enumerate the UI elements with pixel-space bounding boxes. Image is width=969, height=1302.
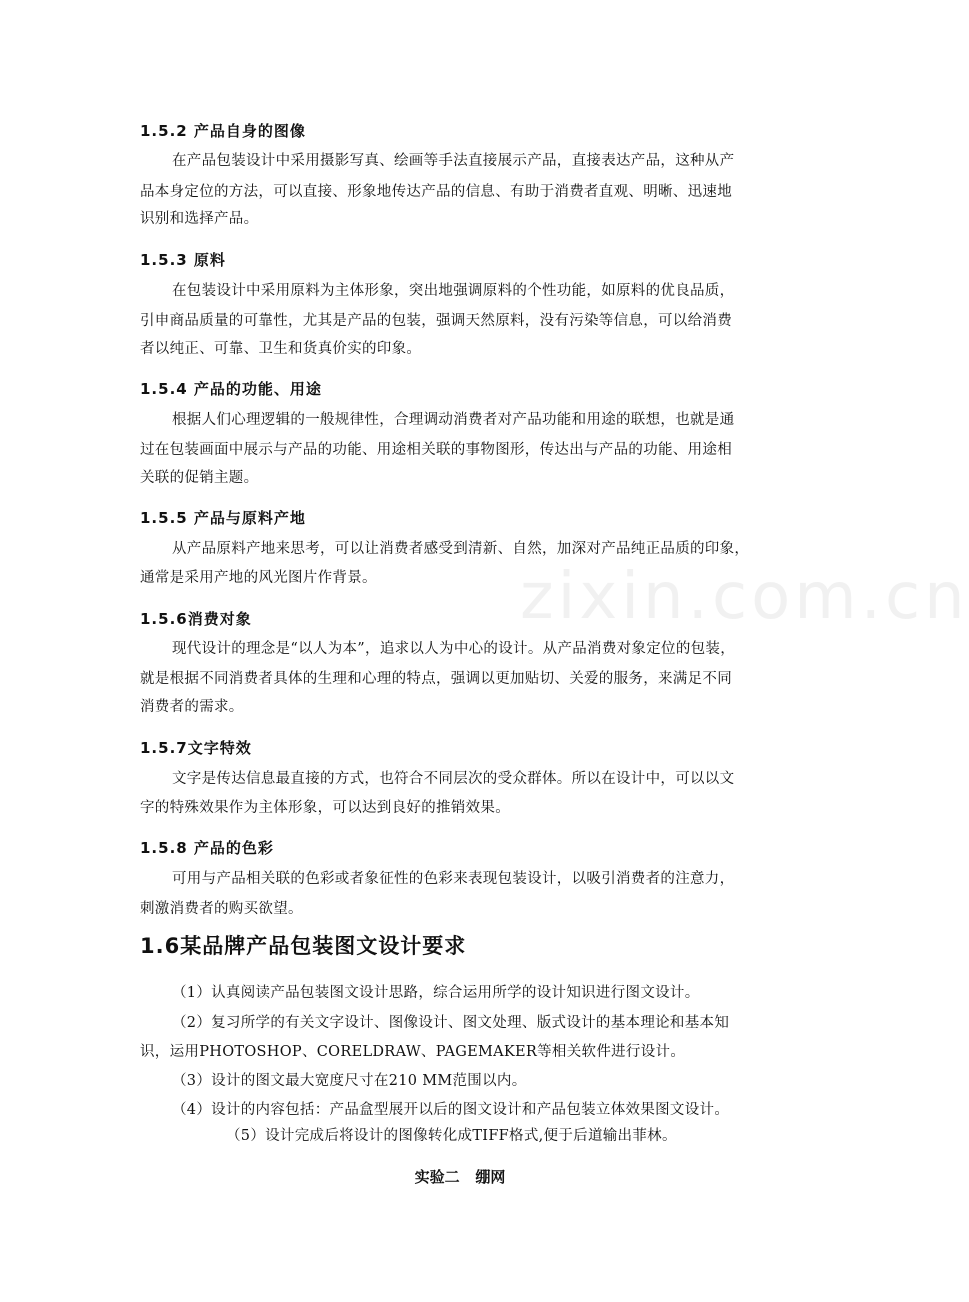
watermark: zixin.com.cn	[520, 560, 969, 634]
requirement-item: （3）设计的图文最大宽度尺寸在210 MM范围以内。	[172, 1073, 527, 1089]
paragraph-line: 品本身定位的方法，可以直接、形象地传达产品的信息、有助于消费者直观、明晰、迅速地	[140, 184, 732, 200]
section-heading: 1.5.7文字特效	[140, 739, 252, 757]
paragraph-line: 关联的促销主题。	[140, 470, 259, 486]
paragraph-line: 通常是采用产地的风光图片作背景。	[140, 570, 377, 586]
paragraph-line: 过在包装画面中展示与产品的功能、用途相关联的事物图形，传达出与产品的功能、用途相	[140, 442, 732, 458]
section-heading: 1.5.8 产品的色彩	[140, 839, 274, 857]
paragraph-line: 在产品包装设计中采用摄影写真、绘画等手法直接展示产品，直接表达产品，这种从产	[172, 153, 735, 169]
section-heading: 1.5.5 产品与原料产地	[140, 509, 306, 527]
section-heading: 1.5.2 产品自身的图像	[140, 122, 306, 140]
requirement-item: （4）设计的内容包括：产品盒型展开以后的图文设计和产品包装立体效果图文设计。	[172, 1102, 730, 1118]
paragraph-line: 可用与产品相关联的色彩或者象征性的色彩来表现包装设计，以吸引消费者的注意力，	[172, 871, 735, 887]
paragraph-line: 消费者的需求。	[140, 699, 244, 715]
paragraph-line: 刺激消费者的购买欲望。	[140, 901, 303, 917]
paragraph-line: 在包装设计中采用原料为主体形象，突出地强调原料的个性功能，如原料的优良品质，	[172, 283, 735, 299]
paragraph-line: 文字是传达信息最直接的方式，也符合不同层次的受众群体。所以在设计中，可以以文	[172, 771, 735, 787]
chapter-heading: 1.6某品牌产品包装图文设计要求	[140, 934, 467, 958]
paragraph-line: 识别和选择产品。	[140, 211, 259, 227]
requirement-item: （1）认真阅读产品包装图文设计思路，综合运用所学的设计知识进行图文设计。	[172, 985, 700, 1001]
requirement-item: （5）设计完成后将设计的图像转化成TIFF格式,便于后道输出菲林。	[226, 1128, 677, 1144]
section-heading: 1.5.6消费对象	[140, 610, 252, 628]
paragraph-line: 引申商品质量的可靠性，尤其是产品的包装，强调天然原料，没有污染等信息，可以给消费	[140, 313, 732, 329]
paragraph-line: 从产品原料产地来思考，可以让消费者感受到清新、自然，加深对产品纯正品质的印象，	[172, 541, 750, 557]
paragraph-line: 者以纯正、可靠、卫生和货真价实的印象。	[140, 341, 422, 357]
section-heading: 1.5.4 产品的功能、用途	[140, 380, 322, 398]
requirement-item: 识，运用PHOTOSHOP、CORELDRAW、PAGEMAKER等相关软件进行设计。	[140, 1044, 686, 1060]
section-heading: 1.5.3 原料	[140, 251, 226, 269]
requirement-item: （2）复习所学的有关文字设计、图像设计、图文处理、版式设计的基本理论和基本知	[172, 1015, 730, 1031]
paragraph-line: 根据人们心理逻辑的一般规律性，合理调动消费者对产品功能和用途的联想，也就是通	[172, 412, 735, 428]
paragraph-line: 现代设计的理念是“以人为本”，追求以人为中心的设计。从产品消费对象定位的包装，	[172, 641, 736, 657]
paragraph-line: 就是根据不同消费者具体的生理和心理的特点，强调以更加贴切、关爱的服务，来满足不同	[140, 671, 732, 687]
paragraph-line: 字的特殊效果作为主体形象，可以达到良好的推销效果。	[140, 800, 510, 816]
next-experiment-title: 实验二 绷网	[414, 1168, 506, 1186]
